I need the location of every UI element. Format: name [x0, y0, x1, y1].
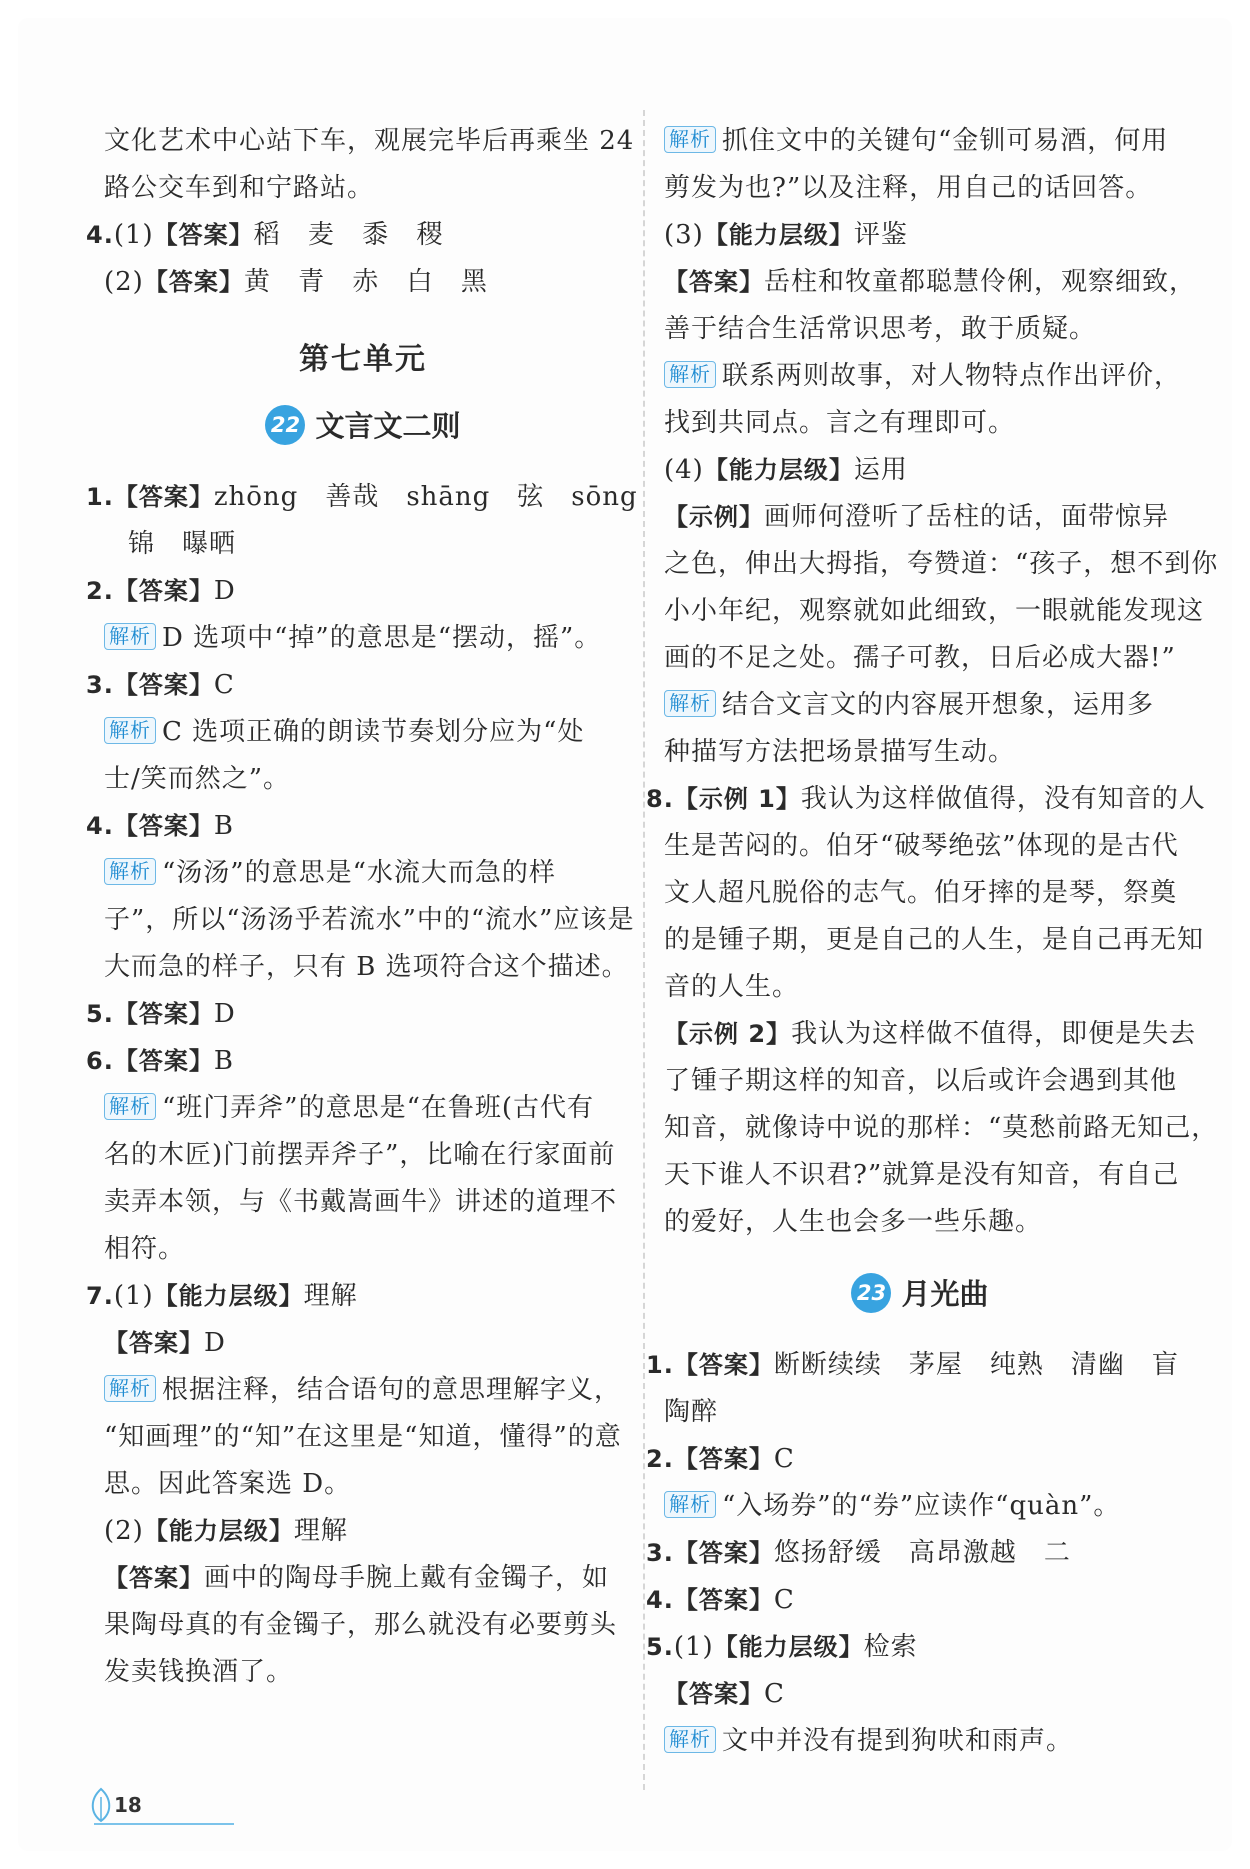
answer-text: C: [773, 1444, 795, 1474]
analysis-label: 解析: [664, 1726, 716, 1753]
answer-line: 果陶母真的有金镯子，那么就没有必要剪头: [104, 1610, 618, 1640]
question-2: [86, 568, 622, 615]
level-text: 理解: [293, 1516, 348, 1546]
answer-text: 画中的陶母手腕上戴有金镯子，如: [204, 1563, 610, 1593]
analysis-label: 解析: [104, 1375, 156, 1402]
level-text: 评鉴: [853, 220, 908, 250]
spacer: [104, 306, 622, 328]
question-5-1: [646, 1624, 1176, 1671]
example-line: [664, 494, 1176, 541]
analysis-line: [664, 353, 1182, 400]
question-7-1: [86, 1273, 622, 1320]
analysis-line: 相符。: [104, 1234, 186, 1264]
answer-tag: 【答案】: [104, 1329, 204, 1357]
example-line: 了锺子期这样的知音，以后或许会遇到其他: [664, 1066, 1178, 1096]
example-line: 画的不足之处。孺子可教，日后必成大器!”: [664, 643, 1176, 673]
analysis-text: “汤汤”的意思是“水流大而急的样: [162, 858, 556, 888]
analysis-line: 种描写方法把场景描写生动。: [664, 737, 1016, 767]
analysis-line: [104, 615, 622, 662]
analysis-label: 解析: [104, 1093, 156, 1120]
answer-text: D: [213, 576, 236, 606]
text-line: 文化艺术中心站下车，观展完毕后再乘坐 24: [104, 126, 635, 156]
question-7-2: [104, 1508, 622, 1555]
question-3: [86, 662, 622, 709]
analysis-text: D 选项中“掉”的意思是“摆动，摇”。: [162, 623, 602, 653]
answer-tag: 【答案】: [153, 221, 254, 249]
leaf-icon: [86, 1787, 116, 1825]
page-footer: [86, 1785, 166, 1825]
analysis-line: 名的木匠)门前摆弄斧子”，比喻在行家面前: [104, 1140, 616, 1170]
analysis-label: 解析: [664, 690, 716, 717]
level-tag: 【能力层级】: [703, 456, 854, 484]
answer-tag: 【答案】: [113, 812, 214, 840]
right-column: [646, 118, 1219, 1765]
unit-title: 第七单元: [299, 342, 427, 377]
question-number: 7.: [86, 1282, 114, 1310]
answer-tag: 【答案】: [113, 1047, 214, 1075]
analysis-line: 子”，所以“汤汤乎若流水”中的“流水”应该是: [104, 905, 635, 935]
answer-line: [664, 259, 1197, 306]
question-4-1: [86, 212, 622, 259]
sub-number: (2): [104, 1516, 144, 1546]
example-line: 的爱好，人生也会多一些乐趣。: [664, 1207, 1043, 1237]
analysis-text: C 选项正确的朗读节奏划分应为“处: [162, 717, 585, 747]
analysis-text: “入场券”的“券”应读作“quàn”。: [722, 1491, 1121, 1521]
answer-tag: 【答案】: [113, 483, 214, 511]
analysis-text: “班门弄斧”的意思是“在鲁班(古代有: [162, 1093, 595, 1123]
question-1: [86, 474, 638, 521]
level-text: 理解: [303, 1281, 358, 1311]
level-tag: 【能力层级】: [153, 1282, 304, 1310]
sub-number: (3): [664, 220, 704, 250]
answer-text: 稻 麦 黍 稷: [253, 220, 444, 250]
spacer: [664, 1328, 1176, 1342]
answer-tag: 【答案】: [673, 1445, 774, 1473]
analysis-line: 找到共同点。言之有理即可。: [664, 408, 1016, 438]
spacer: [104, 460, 622, 474]
analysis-text: 结合文言文的内容展开想象，运用多: [722, 690, 1155, 720]
answer-text: 悠扬舒缓 高昂激越 二: [773, 1538, 1071, 1568]
answer-text: C: [764, 1679, 785, 1709]
lesson-number-badge: 23: [851, 1273, 891, 1313]
answer-continuation: 锦 曝晒: [128, 529, 237, 559]
page-number: 18: [114, 1793, 142, 1817]
sub-number: (1): [113, 220, 154, 250]
question-3: [646, 1530, 1176, 1577]
analysis-line: [104, 1367, 622, 1414]
example-line: 生是苦闷的。伯牙“破琴绝弦”体现的是古代: [664, 831, 1179, 861]
analysis-line: [664, 1483, 1176, 1530]
answer-tag: 【答案】: [113, 577, 214, 605]
example-line: [664, 1011, 1197, 1058]
analysis-label: 解析: [104, 623, 156, 650]
level-text: 运用: [853, 455, 908, 485]
question-number: 3.: [646, 1539, 674, 1567]
example-line: 文人超凡脱俗的志气。伯牙摔的是琴，祭奠: [664, 878, 1178, 908]
answer-text: 黄 青 赤 白 黑: [243, 267, 488, 297]
question-2: [646, 1436, 1176, 1483]
answer-text: zhōng 善哉 shāng 弦 sōng: [213, 482, 638, 512]
column-divider: [643, 110, 645, 1790]
answer-text: C: [213, 670, 235, 700]
question-4: [86, 803, 622, 850]
answer-text: B: [213, 1046, 234, 1076]
example-tag: 【示例 2】: [664, 1020, 792, 1048]
analysis-line: [664, 1718, 1176, 1765]
question-4: [646, 1577, 1176, 1624]
lesson-number-badge: 22: [265, 405, 305, 445]
level-tag: 【能力层级】: [143, 1517, 294, 1545]
level-tag: 【能力层级】: [713, 1633, 864, 1661]
lesson-22-heading: [104, 392, 622, 460]
question-number: 5.: [86, 1000, 114, 1028]
analysis-line: [104, 709, 622, 756]
question-number: 8.: [646, 785, 674, 813]
example-line: 音的人生。: [664, 972, 800, 1002]
answer-tag: 【答案】: [113, 671, 214, 699]
left-column: [86, 118, 638, 1696]
analysis-text: 文中并没有提到狗吠和雨声。: [722, 1726, 1074, 1756]
answer-tag: 【答案】: [104, 1564, 204, 1592]
analysis-line: [104, 1085, 622, 1132]
lesson-title: 月光曲: [901, 1277, 989, 1311]
sub-number: (4): [664, 455, 704, 485]
analysis-line: [664, 682, 1176, 729]
question-number: 3.: [86, 671, 114, 699]
sub-number: (1): [673, 1632, 714, 1662]
answer-tag: 【答案】: [113, 1000, 214, 1028]
question-6: [86, 1038, 622, 1085]
analysis-label: 解析: [104, 858, 156, 885]
answer-continuation: 陶醉: [664, 1397, 719, 1427]
example-line: 之色，伸出大拇指，夸赞道：“孩子，想不到你: [664, 549, 1219, 579]
example-line: 知音，就像诗中说的那样：“莫愁前路无知己，: [664, 1113, 1219, 1143]
question-7-3: [664, 212, 1176, 259]
question-8: [646, 776, 1206, 823]
analysis-line: [664, 118, 1176, 165]
spacer: [664, 1246, 1176, 1260]
analysis-line: 思。因此答案选 D。: [104, 1469, 352, 1499]
answer-tag: 【答案】: [664, 268, 764, 296]
analysis-line: 卖弄本领，与《书戴嵩画牛》讲述的道理不: [104, 1187, 618, 1217]
answer-text: 岳柱和牧童都聪慧伶俐，观察细致，: [764, 267, 1197, 297]
analysis-label: 解析: [664, 361, 716, 388]
answer-line: 发卖钱换酒了。: [104, 1657, 294, 1687]
example-line: 的是锺子期，更是自己的人生，是自己再无知: [664, 925, 1205, 955]
sub-number: (2): [104, 267, 144, 297]
example-text: 我认为这样做不值得，即便是失去: [791, 1019, 1197, 1049]
analysis-line: 士/笑而然之”。: [104, 764, 291, 794]
question-1: [646, 1342, 1179, 1389]
question-4-2: [104, 259, 622, 306]
example-line: 小小年纪，观察就如此细致，一眼就能发现这: [664, 596, 1205, 626]
analysis-text: 联系两则故事，对人物特点作出评价，: [722, 361, 1182, 391]
question-number: 4.: [86, 812, 114, 840]
question-number: 4.: [86, 221, 114, 249]
analysis-text: 抓住文中的关键句“金钏可易酒，何用: [722, 126, 1169, 156]
sub-number: (1): [113, 1281, 154, 1311]
question-number: 4.: [646, 1586, 674, 1614]
example-tag: 【示例 1】: [673, 785, 801, 813]
analysis-line: 剪发为也?”以及注释，用自己的话回答。: [664, 173, 1153, 203]
lesson-title: 文言文二则: [315, 409, 461, 443]
analysis-label: 解析: [664, 1491, 716, 1518]
question-number: 1.: [86, 483, 114, 511]
answer-line: [104, 1555, 622, 1602]
question-number: 1.: [646, 1351, 674, 1379]
answer-line: [664, 1671, 1176, 1718]
level-text: 检索: [863, 1632, 918, 1662]
answer-text: C: [773, 1585, 795, 1615]
example-line: 天下谁人不识君?”就算是没有知音，有自己: [664, 1160, 1180, 1190]
question-5: [86, 991, 622, 1038]
answer-tag: 【答案】: [673, 1586, 774, 1614]
answer-text: D: [204, 1328, 226, 1358]
question-number: 2.: [86, 577, 114, 605]
question-number: 2.: [646, 1445, 674, 1473]
analysis-label: 解析: [104, 717, 156, 744]
level-tag: 【能力层级】: [703, 221, 854, 249]
answer-tag: 【答案】: [673, 1539, 774, 1567]
question-number: 5.: [646, 1633, 674, 1661]
analysis-text: 根据注释，结合语句的意思理解字义，: [162, 1375, 622, 1405]
answer-line: [104, 1320, 622, 1367]
answer-text: D: [213, 999, 236, 1029]
answer-text: 断断续续 茅屋 纯熟 清幽 盲: [773, 1350, 1179, 1380]
answer-line: 善于结合生活常识思考，敢于质疑。: [664, 314, 1097, 344]
analysis-line: “知画理”的“知”在这里是“知道，懂得”的意: [104, 1422, 622, 1452]
example-tag: 【示例】: [664, 503, 764, 531]
text-line: 路公交车到和宁路站。: [104, 173, 375, 203]
answer-tag: 【答案】: [673, 1351, 774, 1379]
answer-tag: 【答案】: [664, 1680, 764, 1708]
answer-tag: 【答案】: [143, 268, 244, 296]
example-text: 画师何澄听了岳柱的话，面带惊异: [764, 502, 1170, 532]
question-7-4: [664, 447, 1176, 494]
example-text: 我认为这样做值得，没有知音的人: [800, 784, 1206, 814]
analysis-line: [104, 850, 622, 897]
analysis-line: 大而急的样子，只有 B 选项符合这个描述。: [104, 952, 629, 982]
footer-rule: [94, 1823, 234, 1825]
answer-text: B: [213, 811, 234, 841]
analysis-label: 解析: [664, 126, 716, 153]
lesson-23-heading: [664, 1260, 1176, 1328]
question-number: 6.: [86, 1047, 114, 1075]
